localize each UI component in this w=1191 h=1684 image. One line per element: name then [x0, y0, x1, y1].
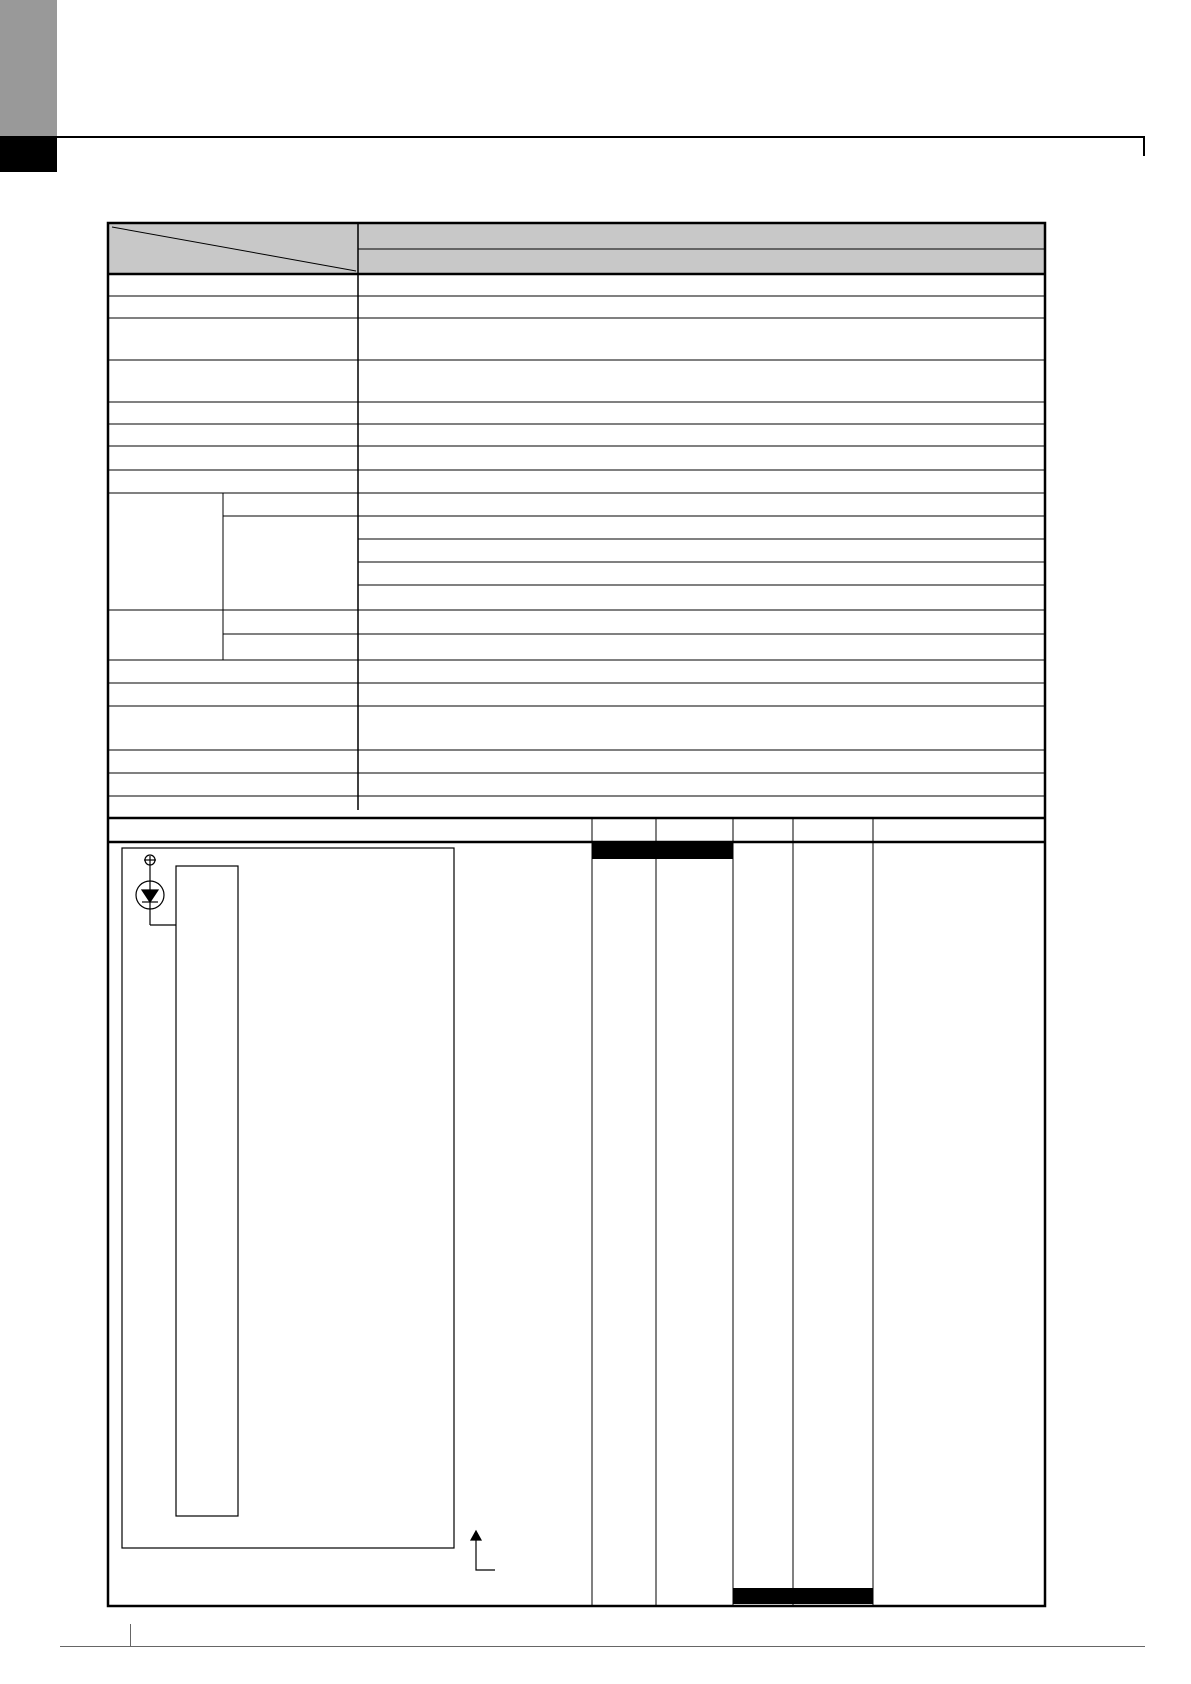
column-cap-top [592, 842, 733, 859]
input-arrow [471, 1531, 495, 1570]
table-frame [108, 223, 1045, 1606]
internal-logic-block [176, 866, 238, 1516]
footer-separator [130, 1624, 131, 1646]
table-header-fill [108, 223, 1045, 273]
column-cap-bottom [733, 1588, 873, 1604]
footer-rule [60, 1646, 1145, 1647]
table-row-lines [108, 296, 1045, 796]
lower-column-dividers [592, 818, 873, 1606]
internal-circuit-boundary [122, 848, 454, 1548]
internal-circuit [122, 848, 454, 1548]
